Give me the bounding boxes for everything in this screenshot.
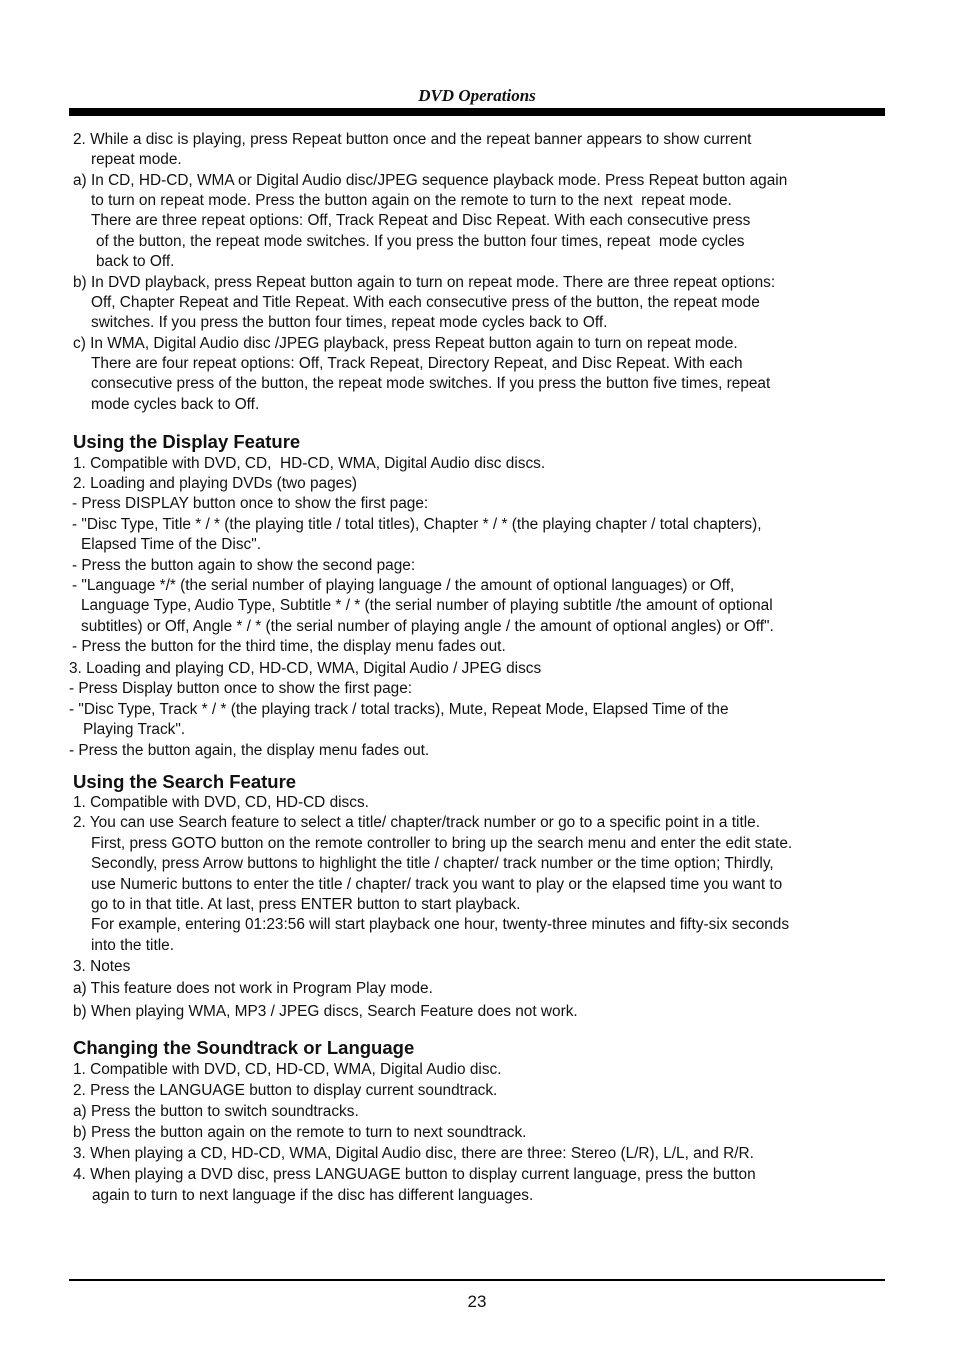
repeat-line: repeat mode. xyxy=(91,151,182,168)
search-line: go to in that title. At last, press ENTER button to start playback. xyxy=(91,896,521,913)
search-line: First, press GOTO button on the remote controller to bring up the search menu and enter the edit state. xyxy=(91,835,793,852)
repeat-line: There are three repeat options: Off, Track Repeat and Disc Repeat. With each consecutive press xyxy=(91,212,751,229)
repeat-line: consecutive press of the button, the repeat mode switches. If you press the button five times, repeat xyxy=(91,375,771,392)
repeat-line: b) In DVD playback, press Repeat button again to turn on repeat mode. There are three repeat options: xyxy=(73,274,776,291)
search-line: Secondly, press Arrow buttons to highlight the title / chapter/ track number or the time option; Thirdly, xyxy=(91,855,774,872)
page-header-title: DVD Operations xyxy=(418,86,536,105)
repeat-line: a) In CD, HD-CD, WMA or Digital Audio disc/JPEG sequence playback mode. Press Repeat button again xyxy=(73,172,788,189)
search-line: b) When playing WMA, MP3 / JPEG discs, Search Feature does not work. xyxy=(73,1003,578,1020)
page-number: 23 xyxy=(467,1292,487,1311)
repeat-line: c) In WMA, Digital Audio disc /JPEG playback, press Repeat button again to turn on repeat mode. xyxy=(73,335,738,352)
repeat-line: to turn on repeat mode. Press the button again on the remote to turn to the next repeat mode. xyxy=(91,192,732,209)
display-line: - "Disc Type, Title * / * (the playing title / total titles), Chapter * / * (the playing chapter / total chapters), xyxy=(72,516,762,533)
footer-rule xyxy=(69,1279,885,1281)
display-line: 2. Loading and playing DVDs (two pages) xyxy=(73,475,358,492)
repeat-line: There are four repeat options: Off, Track Repeat, Directory Repeat, and Disc Repeat. With each xyxy=(91,355,743,372)
search-section-heading: Using the Search Feature xyxy=(73,771,297,792)
repeat-line: of the button, the repeat mode switches. If you press the button four times, repeat mode cycles xyxy=(96,233,745,250)
soundtrack-section-heading: Changing the Soundtrack or Language xyxy=(73,1037,415,1058)
display-line: Elapsed Time of the Disc". xyxy=(81,536,261,553)
soundtrack-line: 4. When playing a DVD disc, press LANGUAGE button to display current language, press the button xyxy=(73,1166,756,1183)
display-line: 1. Compatible with DVD, CD, HD-CD, WMA, Digital Audio disc discs. xyxy=(73,455,546,472)
header-rule xyxy=(69,108,885,116)
display-line: - Press the button again, the display menu fades out. xyxy=(69,742,430,759)
search-line: into the title. xyxy=(91,937,174,954)
search-line: use Numeric buttons to enter the title / chapter/ track you want to play or the elapsed time you want to xyxy=(91,876,783,893)
display-line: - Press the button for the third time, the display menu fades out. xyxy=(72,638,506,655)
repeat-line: switches. If you press the button four times, repeat mode cycles back to Off. xyxy=(91,314,608,331)
display-section-heading: Using the Display Feature xyxy=(73,431,301,452)
soundtrack-line: 2. Press the LANGUAGE button to display current soundtrack. xyxy=(73,1082,498,1099)
search-line: 1. Compatible with DVD, CD, HD-CD discs. xyxy=(73,794,369,811)
soundtrack-line: 3. When playing a CD, HD-CD, WMA, Digital Audio disc, there are three: Stereo (L/R), L/L, and R/R. xyxy=(73,1145,754,1162)
display-line: - Press the button again to show the second page: xyxy=(72,557,416,574)
display-line: subtitles) or Off, Angle * / * (the serial number of playing angle / the amount of optional angles) or Off". xyxy=(81,618,774,635)
repeat-line: Off, Chapter Repeat and Title Repeat. With each consecutive press of the button, the repeat mode xyxy=(91,294,760,311)
display-line: 3. Loading and playing CD, HD-CD, WMA, Digital Audio / JPEG discs xyxy=(69,660,542,677)
search-line: a) This feature does not work in Program Play mode. xyxy=(73,980,433,997)
repeat-line: back to Off. xyxy=(96,253,175,270)
soundtrack-line: a) Press the button to switch soundtracks. xyxy=(73,1103,359,1120)
search-line: 2. You can use Search feature to select a title/ chapter/track number or go to a specific point in a title. xyxy=(73,814,760,831)
repeat-line: 2. While a disc is playing, press Repeat button once and the repeat banner appears to show current xyxy=(73,131,752,148)
repeat-line: mode cycles back to Off. xyxy=(91,396,260,413)
soundtrack-line: b) Press the button again on the remote to turn to next soundtrack. xyxy=(73,1124,527,1141)
display-line: - Press Display button once to show the first page: xyxy=(69,680,413,697)
display-line: - "Language */* (the serial number of playing language / the amount of optional languages) or Off, xyxy=(72,577,735,594)
display-line: - Press DISPLAY button once to show the first page: xyxy=(72,495,429,512)
display-line: Language Type, Audio Type, Subtitle * / * (the serial number of playing subtitle /the amount of optional xyxy=(81,597,773,614)
soundtrack-line: again to turn to next language if the disc has different languages. xyxy=(92,1187,534,1204)
display-line: Playing Track". xyxy=(83,721,186,738)
search-line: For example, entering 01:23:56 will start playback one hour, twenty-three minutes and fifty-six seconds xyxy=(91,916,790,933)
search-line: 3. Notes xyxy=(73,958,131,975)
soundtrack-line: 1. Compatible with DVD, CD, HD-CD, WMA, Digital Audio disc. xyxy=(73,1061,502,1078)
display-line: - "Disc Type, Track * / * (the playing track / total tracks), Mute, Repeat Mode, Elapsed Time of the xyxy=(69,701,729,718)
